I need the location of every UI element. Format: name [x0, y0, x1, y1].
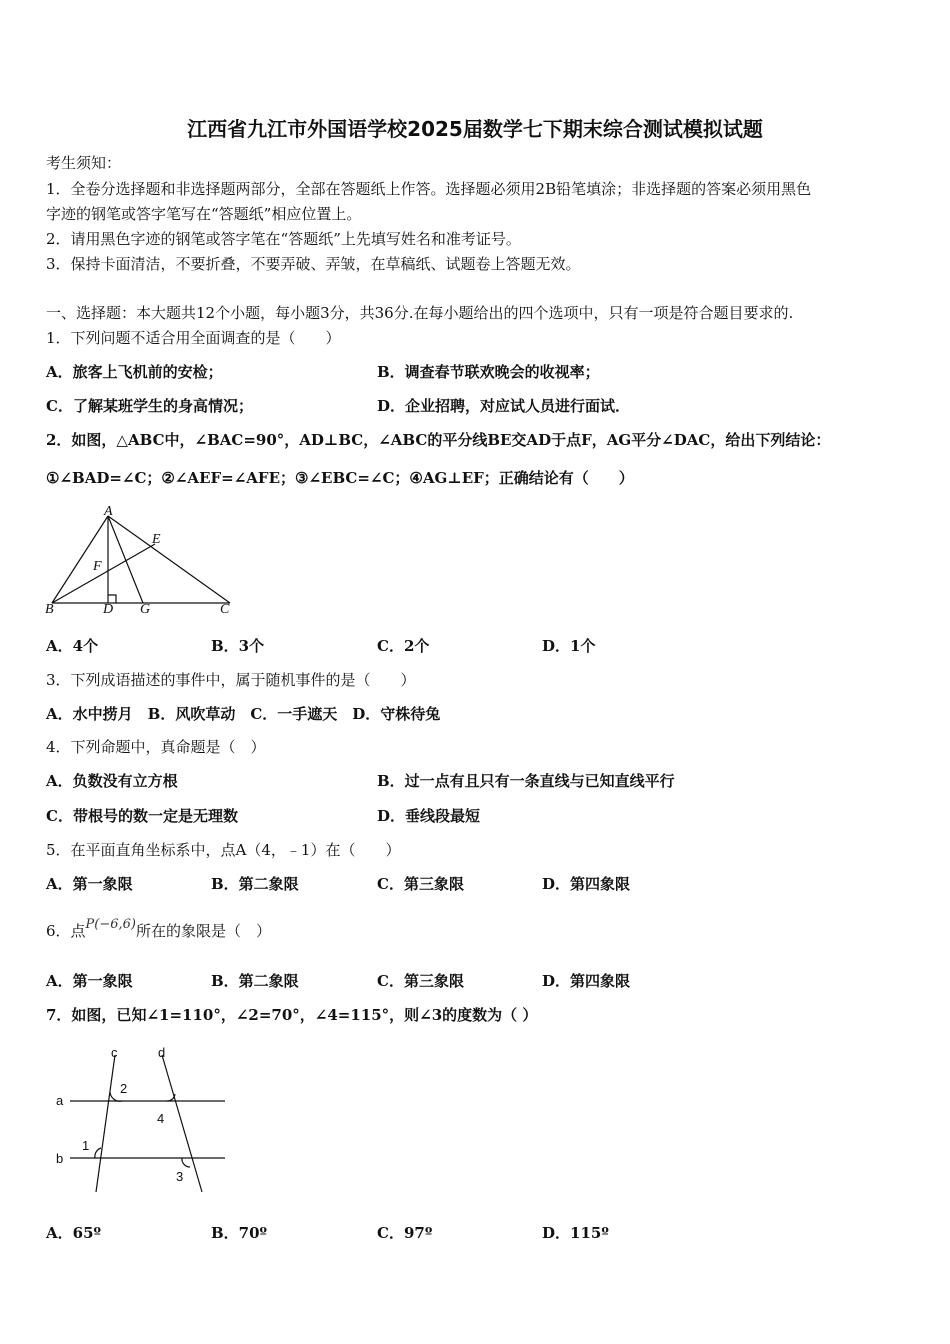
- q7-option-a: A．65º: [46, 1224, 102, 1242]
- line-c: [96, 1055, 115, 1192]
- q1-option-d: D．企业招聘，对应试人员进行面试．: [377, 397, 631, 415]
- label-point-b: B: [45, 602, 54, 617]
- label-point-g: G: [140, 602, 151, 617]
- q4-option-d: D．垂线段最短: [377, 807, 481, 825]
- q7-stem-text: 7．如图，已知∠1=110°，∠2=70°，∠4=115°，则∠3的度数为（ ）: [46, 1006, 538, 1024]
- q3-stem: 3．下列成语描述的事件中，属于随机事件的是（ ）: [46, 671, 416, 689]
- q6-stem-post: 所在的象限是（ ）: [136, 922, 272, 940]
- q2-stem-1: 2．如图，△ABC中，∠BAC=90°，AD⊥BC，∠ABC的平分线BE交AD于点F，AG平分∠DAC，给出下列结论：: [46, 431, 831, 449]
- q6-point-expression: P(−6,6): [85, 917, 137, 932]
- label-point-c: C: [220, 602, 230, 617]
- section-heading: 一、选择题：本大题共12个小题，每小题3分，共36分.在每小题给出的四个选项中，只有一项是符合题目要求的.: [46, 304, 794, 322]
- label-point-f: F: [93, 559, 102, 574]
- label-line-c: c: [111, 1045, 118, 1060]
- q6-option-c: C．第三象限: [377, 972, 464, 990]
- label-line-a: a: [56, 1093, 64, 1108]
- label-angle-1: 1: [82, 1138, 90, 1153]
- q4-option-c: C．带根号的数一定是无理数: [46, 807, 238, 825]
- q5-stem: 5．在平面直角坐标系中，点A（4，﹣1）在（ ）: [46, 841, 401, 859]
- q6-option-d: D．第四象限: [542, 972, 631, 990]
- q2-stem-2: ①∠BAD=∠C；②∠AEF=∠AFE；③∠EBC=∠C；④AG⊥EF；正确结论有（ ）: [46, 469, 634, 487]
- notice-item-1a: 1．全卷分选择题和非选择题两部分，全部在答题纸上作答。选择题必须用2B铅笔填涂；非选择题的答案必须用黑色: [46, 180, 812, 198]
- notice-heading: 考生须知：: [46, 154, 122, 172]
- notice-item-3: 3．保持卡面清洁，不要折叠，不要弄破、弄皱，在草稿纸、试题卷上答题无效。: [46, 255, 581, 273]
- q2-triangle-figure: [40, 500, 240, 618]
- label-line-b: b: [56, 1151, 64, 1166]
- q4-option-b: B．过一点有且只有一条直线与已知直线平行: [377, 772, 675, 790]
- label-point-d: D: [103, 602, 114, 617]
- angle-1-arc: [95, 1148, 101, 1158]
- q2-option-d: D．1个: [542, 637, 596, 655]
- notice-item-2: 2．请用黑色字迹的钢笔或答字笔在“答题纸”上先填写姓名和准考证号。: [46, 230, 521, 248]
- q5-option-a: A．第一象限: [46, 875, 133, 893]
- q7-option-d: D．115º: [542, 1224, 609, 1242]
- q1-option-c: C．了解某班学生的身高情况；: [46, 397, 253, 415]
- q7-stem: [46, 1004, 537, 1025]
- segment-ac: [108, 516, 230, 603]
- q6-stem-pre: 6．点: [46, 922, 86, 940]
- label-line-d: d: [158, 1045, 166, 1060]
- q5-option-d: D．第四象限: [542, 875, 631, 893]
- q2-option-b: B．3个: [211, 637, 265, 655]
- q4-stem: 4．下列命题中，真命题是（ ）: [46, 738, 266, 756]
- label-point-e: E: [152, 532, 161, 547]
- q2-option-c: C．2个: [377, 637, 430, 655]
- notice-item-1b: 字迹的钢笔或答字笔写在“答题纸”相应位置上。: [46, 205, 362, 223]
- angle-3-arc: [182, 1158, 190, 1167]
- q6-option-a: A．第一象限: [46, 972, 133, 990]
- q6-option-b: B．第二象限: [211, 972, 299, 990]
- q7-option-b: B．70º: [211, 1224, 268, 1242]
- q1-option-a: A．旅客上飞机前的安检；: [46, 363, 223, 381]
- q5-option-c: C．第三象限: [377, 875, 464, 893]
- page-title: 江西省九江市外国语学校2025届数学七下期末综合测试模拟试题: [187, 117, 763, 141]
- q7-option-c: C．97º: [377, 1224, 433, 1242]
- q1-option-b: B．调查春节联欢晚会的收视率；: [377, 363, 600, 381]
- q3-options: A．水中捞月 B．风吹草动 C．一手遮天 D．守株待兔: [46, 705, 441, 723]
- q7-parallel-lines-figure: [50, 1040, 235, 1200]
- label-point-a: A: [104, 504, 113, 519]
- q6-stem: [46, 917, 272, 941]
- label-angle-3: 3: [176, 1169, 184, 1184]
- q2-option-a: A．4个: [46, 637, 99, 655]
- q1-stem: 1．下列问题不适合用全面调查的是（ ）: [46, 329, 341, 347]
- q5-option-b: B．第二象限: [211, 875, 299, 893]
- q4-option-a: A．负数没有立方根: [46, 772, 178, 790]
- label-angle-4: 4: [157, 1111, 165, 1126]
- label-angle-2: 2: [120, 1081, 128, 1096]
